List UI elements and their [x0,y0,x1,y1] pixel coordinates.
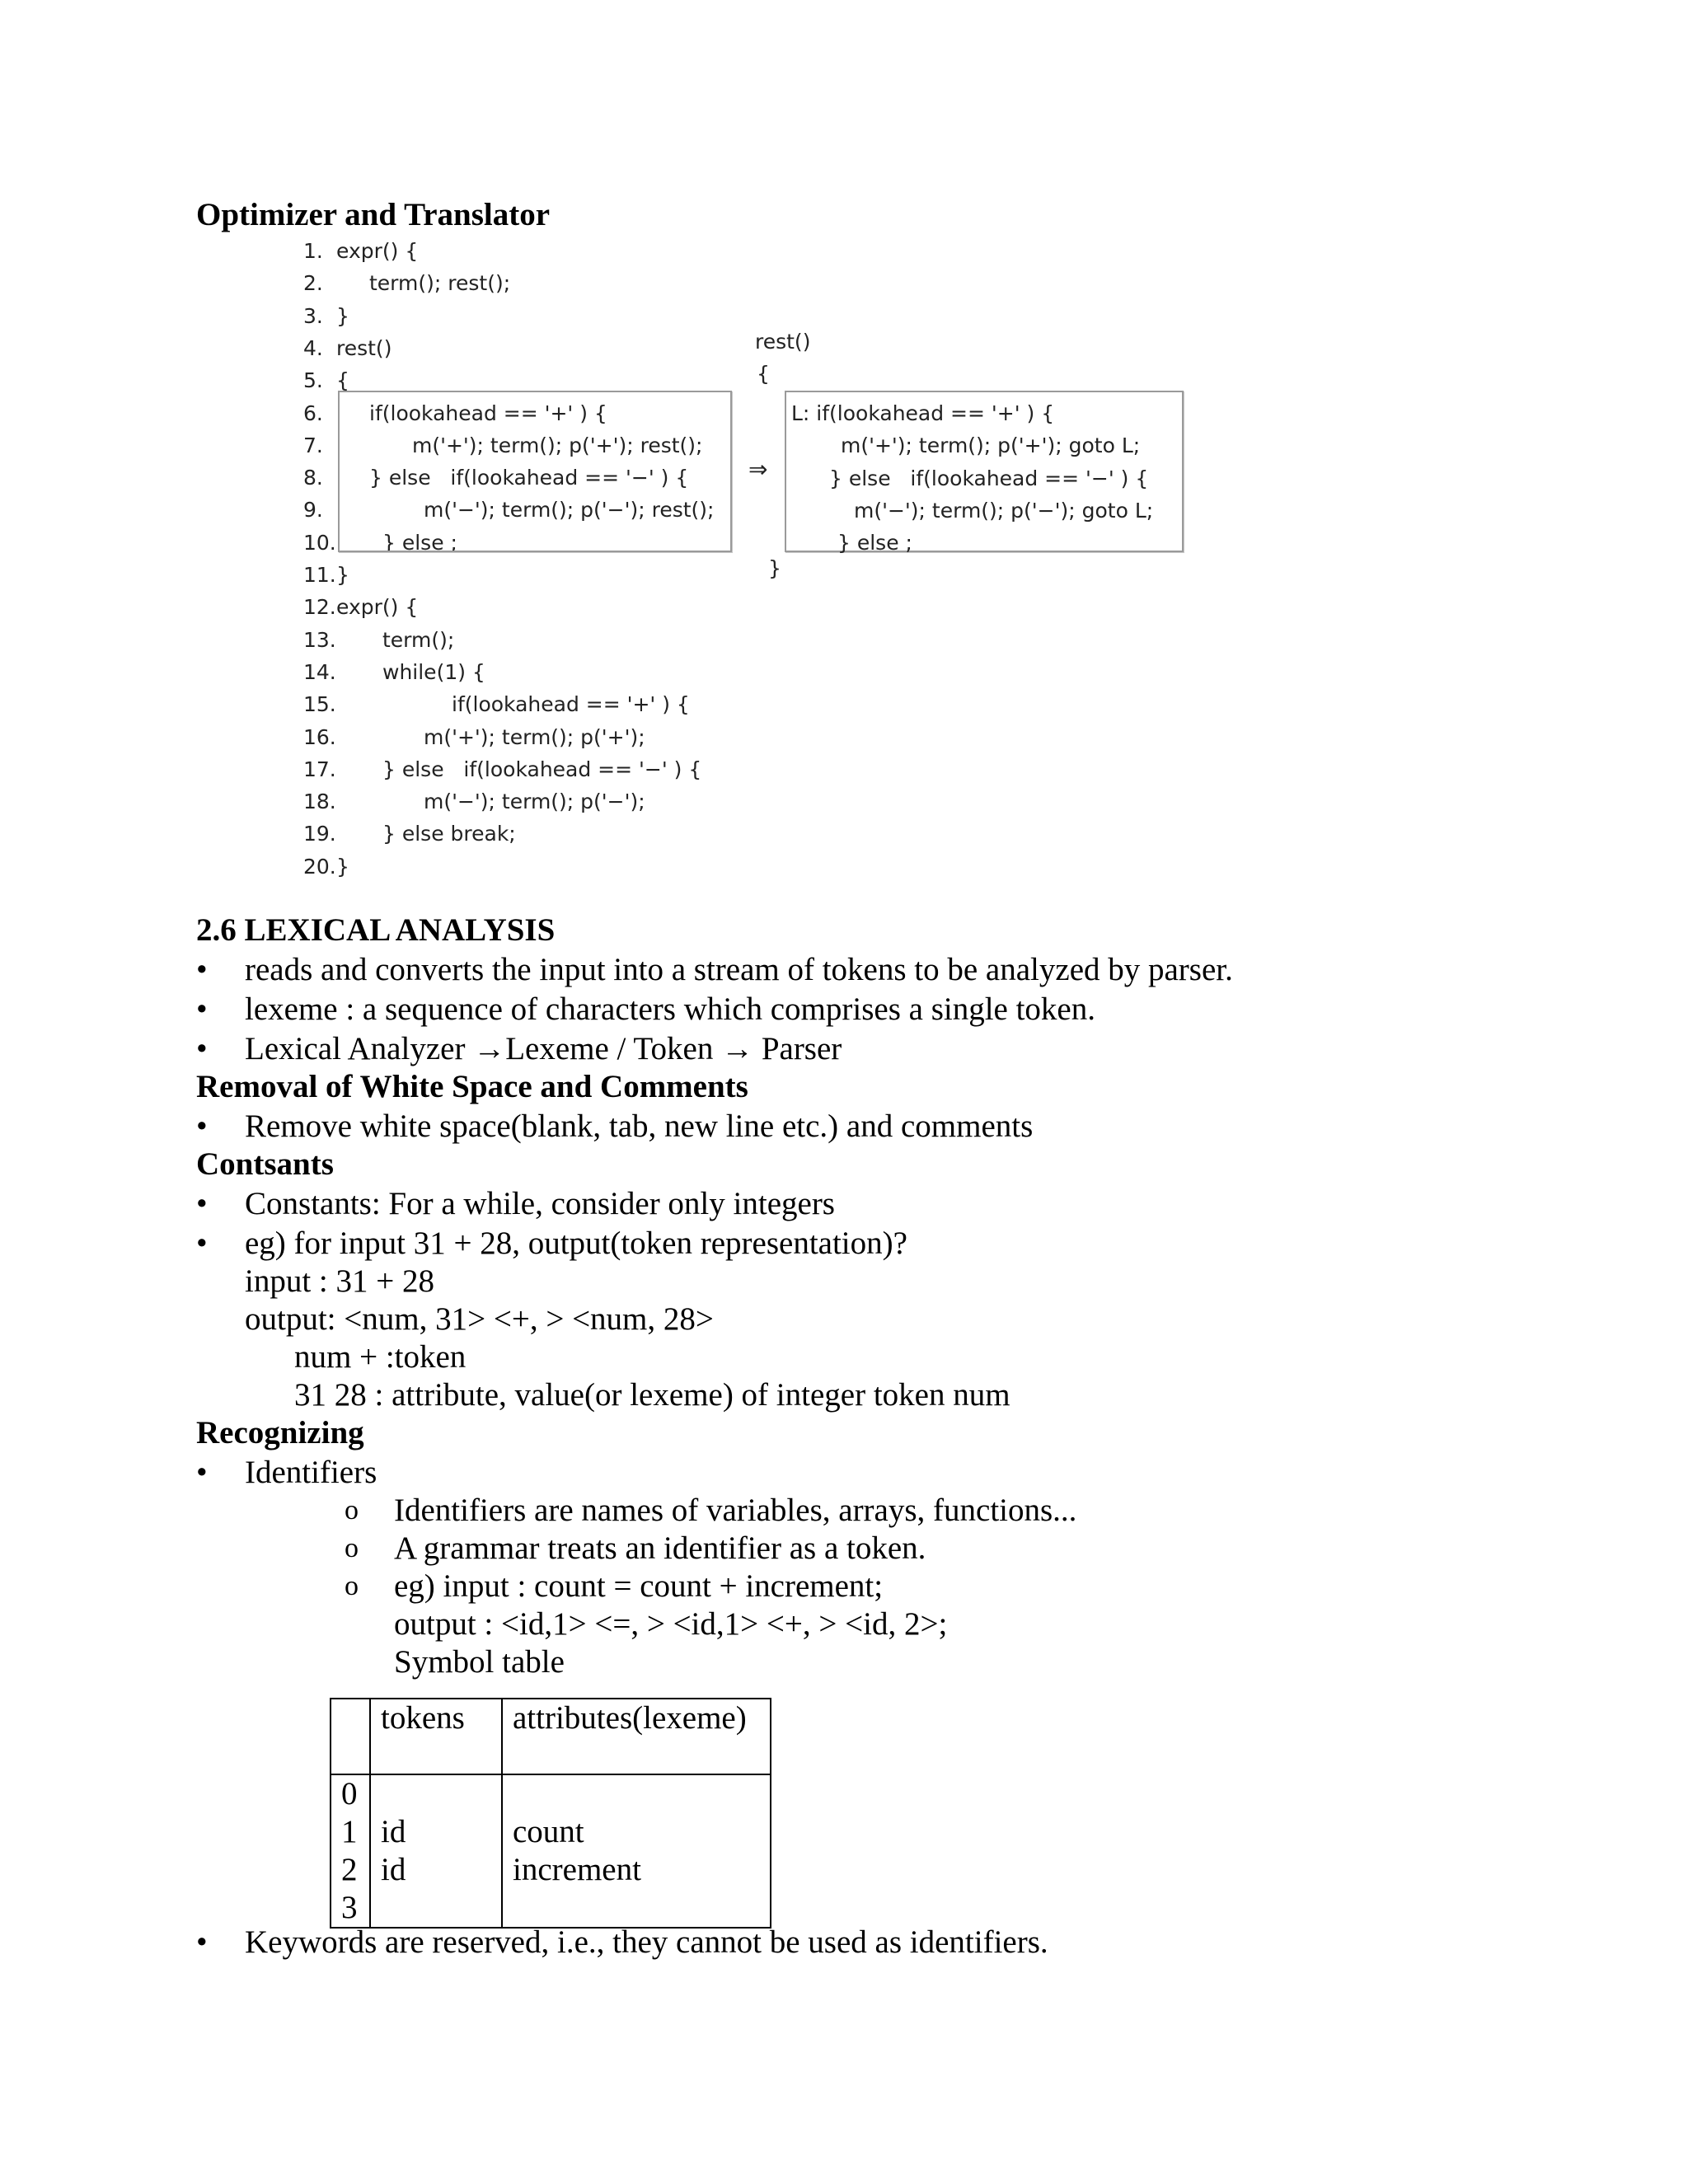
code-line-text: while(1) { [382,659,485,684]
constants-input-line: input : 31 + 28 [245,1263,435,1299]
code-line-text: m('+'); term(); p('+'); rest(); [412,433,703,457]
bullet-icon: • [196,1031,208,1066]
table-index-cell [331,1774,370,1928]
code-line-number: 9. [303,498,323,523]
code-line-text: m('+'); term(); p('+'); [424,724,645,749]
code-line-number: 11. [303,563,336,587]
table-attribute-value: increment [513,1852,641,1887]
lexical-bullet-3: Lexical Analyzer →Lexeme / Token → Parser [245,1031,842,1066]
symbol-table [330,1698,771,1929]
code-line-number: 16. [303,724,336,749]
table-index-value: 1 [341,1814,358,1849]
code-line-text: rest() [336,335,392,360]
code-line-number: 4. [303,335,323,360]
table-header-attributes: attributes(lexeme) [502,1699,771,1774]
code-line-text: } else ; [837,531,912,555]
section-title-lexical: 2.6 LEXICAL ANALYSIS [196,912,556,948]
section-title-constants: Contsants [196,1146,334,1182]
table-row [331,1774,771,1928]
code-line-text: if(lookahead == '+' ) { [369,401,607,425]
code-line-number: 7. [303,433,323,457]
table-attribute-value [513,1889,760,1927]
section-title-optimizer: Optimizer and Translator [196,197,550,232]
table-index-value: 0 [341,1776,358,1811]
bullet-icon: • [196,1186,208,1221]
code-line-text: m('−'); term(); p('−'); [424,790,645,814]
code-line-text: expr() { [336,239,419,263]
table-index-value: 2 [341,1852,358,1887]
code-line-number: 18. [303,790,336,814]
code-line-number: 12. [303,595,336,620]
code-highlight-box-left [338,391,732,552]
keywords-bullet: Keywords are reserved, i.e., they cannot be used as identifiers. [245,1924,1048,1960]
recognizing-sub-bullet-3: eg) input : count = count + increment; [394,1568,884,1604]
sub-bullet-icon: o [345,1571,359,1601]
code-line-text: } [336,854,349,879]
recognizing-output-line: output : <id,1> <=, > <id,1> <+, > <id, 2>; [394,1606,948,1642]
constants-bullet-1: Constants: For a while, consider only integers [245,1186,835,1221]
code-line-text: } [336,563,349,587]
code-line-text: } else ; [382,530,457,555]
code-line-text: term(); rest(); [369,271,511,296]
code-line-number: 14. [303,659,336,684]
table-header-row [331,1699,771,1774]
code-line-text: } else if(lookahead == '−' ) { [369,466,689,490]
bullet-icon: • [196,1924,208,1960]
code-right-close-brace: } [768,556,781,580]
table-token-value: id [381,1852,406,1887]
bullet-icon: • [196,1226,208,1261]
bullet-icon: • [196,1108,208,1144]
transform-arrow: ⇒ [748,456,768,483]
code-line-number: 15. [303,692,336,717]
code-line-number: 10. [303,530,336,555]
code-line-number: 17. [303,757,336,781]
code-line-text: expr() { [336,595,419,620]
table-attribute-value [513,1775,760,1813]
whitespace-bullet-1: Remove white space(blank, tab, new line etc.) and comments [245,1108,1034,1144]
constants-output-line: output: <num, 31> <+, > <num, 28> [245,1301,714,1337]
code-line-text: m('−'); term(); p('−'); goto L; [854,498,1154,523]
table-header-tokens: tokens [370,1699,502,1774]
symbol-table-label: Symbol table [394,1644,565,1680]
constants-bullet-2: eg) for input 31 + 28, output(token representation)? [245,1226,907,1261]
table-token-value [381,1775,491,1813]
code-line-number: 8. [303,466,323,490]
section-title-recognizing: Recognizing [196,1415,364,1451]
code-line-text: { [336,368,349,393]
code-line-text: if(lookahead == '+' ) { [452,692,690,717]
table-attributes-cell [502,1774,771,1928]
code-line-text: } else break; [382,822,516,846]
code-line-number: 5. [303,368,323,393]
code-line-text: term(); [382,627,455,652]
code-right-open-brace: { [757,362,770,386]
code-line-text: m('−'); term(); p('−'); rest(); [424,498,715,523]
sub-bullet-icon: o [345,1495,359,1526]
code-line-text: L: if(lookahead == '+' ) { [791,401,1055,425]
recognizing-sub-bullet-2: A grammar treats an identifier as a token. [394,1530,926,1566]
code-line-number: 19. [303,822,336,846]
lexical-bullet-2: lexeme : a sequence of characters which comprises a single token. [245,991,1095,1027]
code-line-text: m('+'); term(); p('+'); goto L; [841,434,1141,458]
recognizing-bullet: Identifiers [245,1455,377,1490]
table-index-value: 3 [341,1890,358,1925]
constants-token-line: num + :token [294,1339,467,1375]
code-line-number: 2. [303,271,323,296]
code-line-text: } [336,303,349,328]
section-title-whitespace: Removal of White Space and Comments [196,1069,748,1104]
table-token-value [381,1889,491,1927]
lexical-bullet-1: reads and converts the input into a stream of tokens to be analyzed by parser. [245,952,1233,987]
bullet-icon: • [196,1455,208,1490]
code-line-number: 20. [303,854,336,879]
code-line-number: 13. [303,627,336,652]
bullet-icon: • [196,991,208,1027]
code-right-header: rest() [755,330,811,354]
bullet-icon: • [196,952,208,987]
sub-bullet-icon: o [345,1533,359,1563]
code-line-text: } else if(lookahead == '−' ) { [382,757,702,781]
recognizing-sub-bullet-1: Identifiers are names of variables, arrays, functions... [394,1493,1077,1528]
table-tokens-cell [370,1774,502,1928]
code-line-number: 1. [303,239,323,263]
constants-attribute-line: 31 28 : attribute, value(or lexeme) of integer token num [294,1377,1010,1413]
table-header-index [331,1699,370,1774]
table-token-value: id [381,1814,406,1849]
code-line-text: } else if(lookahead == '−' ) { [829,466,1149,490]
code-line-number: 3. [303,303,323,328]
code-line-number: 6. [303,401,323,425]
table-attribute-value: count [513,1814,584,1849]
